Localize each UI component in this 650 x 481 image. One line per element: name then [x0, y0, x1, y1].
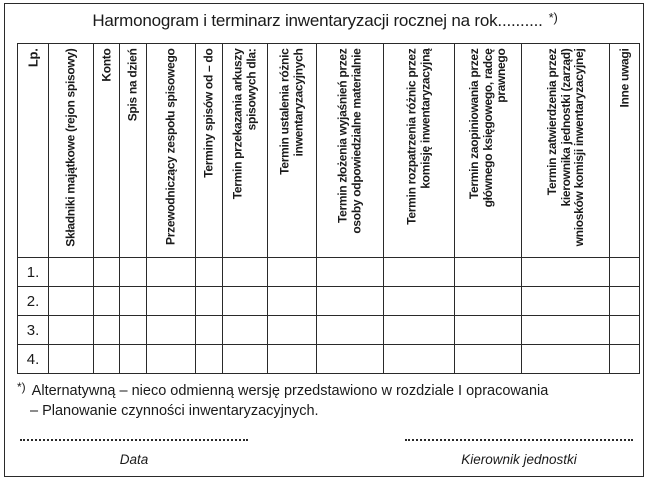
- schedule-table: [17, 43, 640, 374]
- col-header-assets: Składniki majątkowe (rejon spisowy): [49, 44, 94, 258]
- table-cell: [455, 258, 522, 287]
- table-cell: [120, 316, 147, 345]
- table-cell: [384, 316, 455, 345]
- table-cell: [49, 345, 94, 374]
- document-title: [0, 10, 650, 31]
- table-cell: [268, 345, 317, 374]
- table-cell: [120, 287, 147, 316]
- table-cell: [94, 345, 120, 374]
- col-header-review: Termin rozpatrzenia różnic przez komisję inwentaryzacyjną: [384, 44, 455, 258]
- col-header-count-date: Spis na dzień: [120, 44, 147, 258]
- table-cell: [94, 287, 120, 316]
- table-cell: [317, 345, 384, 374]
- col-header-differences: Termin ustalenia różnic inwentaryzacyjnych: [268, 44, 317, 258]
- table-cell: [610, 316, 640, 345]
- table-cell: [317, 258, 384, 287]
- col-header-notes: Inne uwagi: [610, 44, 640, 258]
- table-cell: [223, 287, 268, 316]
- table-cell: [384, 258, 455, 287]
- title-footnote-mark: *): [548, 10, 558, 25]
- row-number: 2.: [18, 287, 49, 316]
- table-header-row: [18, 44, 640, 258]
- date-label: Data: [119, 452, 149, 467]
- table-cell: [120, 345, 147, 374]
- col-header-approval: Termin zatwierdzenia przez kierownika jednostki (zarząd) wniosków komisji inwentaryzacyjnej: [522, 44, 610, 258]
- table-cell: [196, 258, 223, 287]
- col-header-opinion: Termin zaopiniowania przez głównego księgowego, radcę prawnego: [455, 44, 522, 258]
- table-cell: [522, 345, 610, 374]
- title-text: Harmonogram i terminarz inwentaryzacji rocznej na rok..........: [92, 11, 543, 30]
- table-row: [18, 316, 640, 345]
- table-cell: [384, 345, 455, 374]
- table-cell: [610, 287, 640, 316]
- table-cell: [268, 287, 317, 316]
- col-header-sheet-handover: Termin przekazania arkuszy spisowych dla:: [223, 44, 268, 258]
- col-header-explanations: Termin złożenia wyjaśnień przez osoby odpowiedzialne materialnie: [317, 44, 384, 258]
- footnote-line-1: Alternatywną – nieco odmienną wersję przedstawiono w rozdziale I opracowania: [31, 383, 549, 399]
- table-cell: [147, 345, 196, 374]
- table-cell: [94, 316, 120, 345]
- table-cell: [522, 287, 610, 316]
- table-row: [18, 345, 640, 374]
- table-cell: [196, 287, 223, 316]
- table-cell: [147, 258, 196, 287]
- table-row: [18, 287, 640, 316]
- manager-label: Kierownik jednostki: [461, 452, 577, 467]
- row-number: 1.: [18, 258, 49, 287]
- table-cell: [610, 345, 640, 374]
- row-number: 3.: [18, 316, 49, 345]
- table-cell: [522, 258, 610, 287]
- table-row: [18, 258, 640, 287]
- table-cell: [49, 258, 94, 287]
- table-cell: [384, 287, 455, 316]
- table-cell: [455, 316, 522, 345]
- table-cell: [196, 345, 223, 374]
- table-cell: [196, 316, 223, 345]
- table-cell: [268, 258, 317, 287]
- table-cell: [223, 345, 268, 374]
- table-cell: [610, 258, 640, 287]
- row-number: 4.: [18, 345, 49, 374]
- manager-signature-line: [405, 437, 633, 441]
- footnote-line-2: – Planowanie czynności inwentaryzacyjnych.: [30, 403, 319, 419]
- table-cell: [455, 345, 522, 374]
- table-cell: [317, 287, 384, 316]
- footnote: [17, 377, 637, 421]
- date-signature-line: [20, 437, 248, 441]
- table-cell: [455, 287, 522, 316]
- table-cell: [147, 316, 196, 345]
- footnote-mark: *): [17, 380, 26, 394]
- table-cell: [49, 287, 94, 316]
- table-cell: [317, 316, 384, 345]
- col-header-lp: Lp.: [18, 44, 49, 258]
- table-cell: [268, 316, 317, 345]
- col-header-count-dates: Terminy spisów od – do: [196, 44, 223, 258]
- table-cell: [223, 316, 268, 345]
- table-cell: [147, 287, 196, 316]
- table-cell: [120, 258, 147, 287]
- col-header-team-chair: Przewodniczący zespołu spisowego: [147, 44, 196, 258]
- table-cell: [522, 316, 610, 345]
- col-header-account: Konto: [94, 44, 120, 258]
- table-cell: [223, 258, 268, 287]
- table-cell: [49, 316, 94, 345]
- table-cell: [94, 258, 120, 287]
